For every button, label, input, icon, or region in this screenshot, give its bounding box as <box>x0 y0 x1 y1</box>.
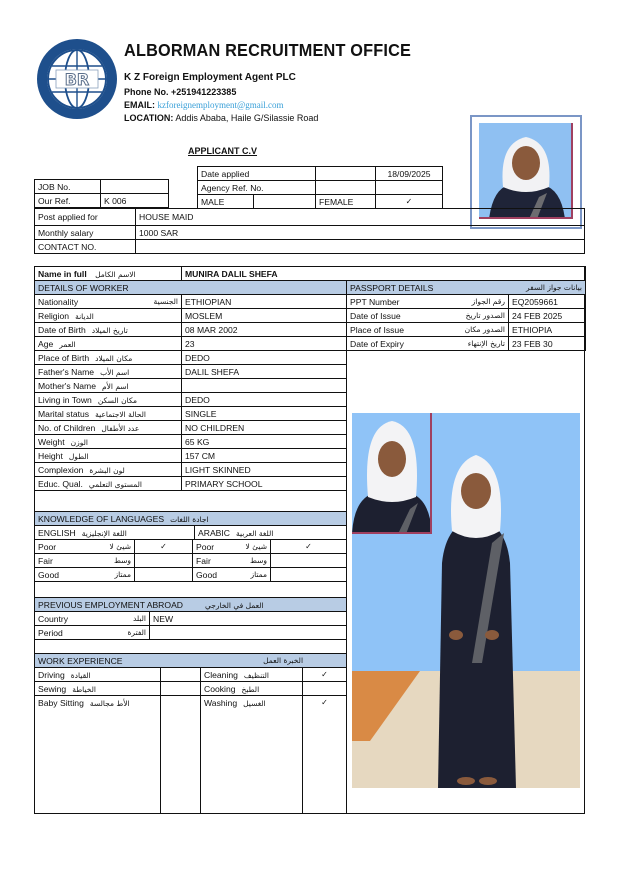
detail-row: Complexion لون البشرة LIGHT SKINNED <box>35 463 347 477</box>
country-label: Country البلد <box>35 612 150 626</box>
work-row: Baby Sitting الأط مجالسة Washing الغسيل ✓ <box>35 696 347 814</box>
email-link[interactable]: kzforeignemployment@gmail.com <box>157 100 284 110</box>
date-applied-label: Date applied <box>198 167 316 181</box>
language-level-row: Good ممتاز Good ممتاز <box>35 568 347 582</box>
work-row: Sewing الخياطة Cooking الطبخ <box>35 682 347 696</box>
company-phone: Phone No. +251941223385 <box>124 87 237 97</box>
cv-title: APPLICANT C.V <box>188 146 258 156</box>
language-level-row: Poor شيئ لا ✓ Poor شيئ لا ✓ <box>35 540 347 554</box>
salary-label: Monthly salary <box>35 226 136 240</box>
washing-check: ✓ <box>303 696 347 814</box>
detail-row: Date of Birth تاريخ الميلاد 08 MAR 2002 <box>35 323 347 337</box>
previous-employment-title: PREVIOUS EMPLOYMENT ABROAD العمل في الخارجي <box>35 598 347 612</box>
male-value <box>254 195 316 209</box>
english-poor-check: ✓ <box>135 540 193 554</box>
work-experience-table <box>34 653 347 814</box>
agency-ref-blank <box>316 181 376 195</box>
contact-label: CONTACT NO. <box>35 240 136 254</box>
female-label: FEMALE <box>316 195 376 209</box>
agency-ref-label: Agency Ref. No. <box>198 181 316 195</box>
location-label: LOCATION: <box>124 113 174 123</box>
period-label: Period الفترة <box>35 626 150 640</box>
post-table <box>34 208 585 254</box>
our-ref-label: Our Ref. <box>35 194 101 208</box>
job-no-value <box>101 180 169 194</box>
company-subtitle: K Z Foreign Employment Agent PLC <box>124 72 296 83</box>
detail-row: Father's Name اسم الأب DALIL SHEFA <box>35 365 347 379</box>
post-label: Post applied for <box>35 209 136 226</box>
period-value <box>150 626 347 640</box>
email-label: EMAIL: <box>124 100 155 110</box>
detail-row: Nationality الجنسية ETHIOPIAN <box>35 295 347 309</box>
contact-value <box>136 240 585 254</box>
company-location <box>124 113 318 123</box>
name-label-ar: الاسم الكامل <box>95 269 136 279</box>
date-applied-blank <box>316 167 376 181</box>
date-applied-value: 18/09/2025 <box>376 167 443 181</box>
languages-title: KNOWLEDGE OF LANGUAGES اجادة اللغات <box>35 512 347 526</box>
detail-row: Mother's Name اسم الأم <box>35 379 347 393</box>
detail-row: Place of Birth مكان الميلاد DEDO <box>35 351 347 365</box>
language-level-row: Fair وسط Fair وسط <box>35 554 347 568</box>
location-value: Addis Ababa, Haile G/Silassie Road <box>175 113 319 123</box>
cleaning-check: ✓ <box>303 668 347 682</box>
previous-employment-table <box>34 597 347 640</box>
application-table <box>197 166 443 209</box>
job-no-label: JOB No. <box>35 180 101 194</box>
work-row: Driving القيادة Cleaning التنظيف ✓ <box>35 668 347 682</box>
passport-title: PASSPORT DETAILS بيانات جواز السفر <box>347 281 586 295</box>
male-label: MALE <box>198 195 254 209</box>
english-header: ENGLISH اللغة الإنجليزية <box>35 526 195 540</box>
detail-row: Marital status الحالة الاجتماعية SINGLE <box>35 407 347 421</box>
company-name: ALBORMAN RECRUITMENT OFFICE <box>124 40 412 60</box>
detail-row: Living in Town مكان السكن DEDO <box>35 393 347 407</box>
company-email <box>124 100 284 110</box>
languages-table <box>34 511 347 540</box>
languages-levels-table <box>34 539 347 582</box>
arabic-header: ARABIC اللغة العربية <box>195 526 347 540</box>
our-ref-value: K 006 <box>101 194 169 208</box>
passport-details-table <box>346 280 586 351</box>
svg-text:BR: BR <box>64 70 90 89</box>
post-value: HOUSE MAID <box>136 209 585 226</box>
detail-row: Height الطول 157 CM <box>35 449 347 463</box>
salary-value: 1000 SAR <box>136 226 585 240</box>
ref-table <box>34 179 169 208</box>
name-value: MUNIRA DALIL SHEFA <box>182 267 586 281</box>
passport-row: Date of Issue الصدور تاريخ 24 FEB 2025 <box>347 309 586 323</box>
passport-row: Place of Issue الصدور مكان ETHIOPIA <box>347 323 586 337</box>
detail-row: Age العمر 23 <box>35 337 347 351</box>
detail-row: Religion الديانة MOSLEM <box>35 309 347 323</box>
agency-ref-value <box>376 181 443 195</box>
name-table <box>34 266 586 281</box>
country-value: NEW <box>150 612 347 626</box>
name-label: Name in full الاسم الكامل <box>35 267 182 281</box>
work-experience-title: WORK EXPERIENCE الخبرة العمل <box>35 654 347 668</box>
detail-row: Educ. Qual. المستوى التعلمي PRIMARY SCHOOL <box>35 477 347 491</box>
portrait-photo-inset <box>352 413 432 534</box>
passport-row: Date of Expiry تاريخ الإنتهاء 23 FEB 30 <box>347 337 586 351</box>
arabic-poor-check: ✓ <box>271 540 347 554</box>
worker-details-table <box>34 280 347 491</box>
company-logo <box>36 38 118 120</box>
passport-row: PPT Number رقم الجواز EQ2059661 <box>347 295 586 309</box>
worker-details-title: DETAILS OF WORKER <box>35 281 347 295</box>
detail-row: No. of Children عدد الأطفال NO CHILDREN <box>35 421 347 435</box>
detail-row: Weight الوزن 65 KG <box>35 435 347 449</box>
female-check: ✓ <box>376 195 443 209</box>
